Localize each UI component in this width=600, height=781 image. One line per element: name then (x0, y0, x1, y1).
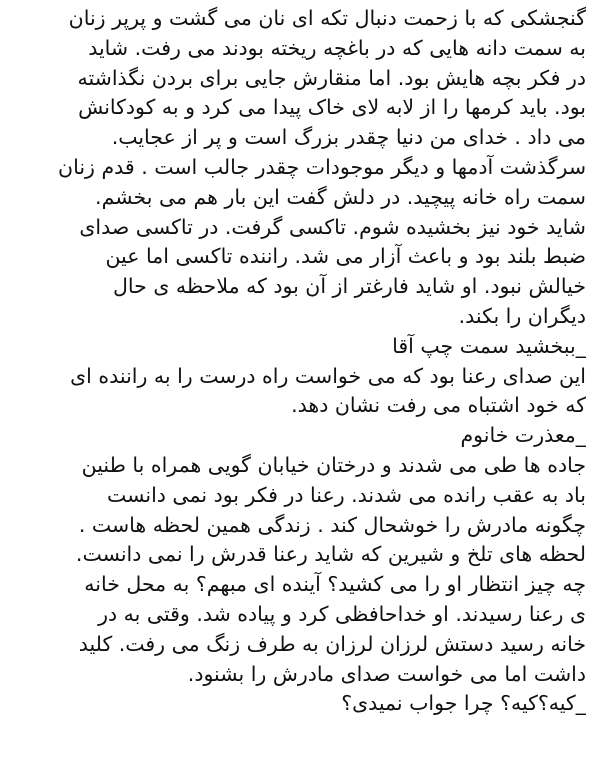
story-line-20: چه چیز انتظار او را می کشید؟ آینده ای مبهم؟ به محل خانه (84, 572, 586, 597)
story-line-21: ی رعنا رسیدند. او خداحافظی کرد و پیاده شد. وقتی به در (98, 601, 586, 626)
story-line-9: ضبط بلند بود و باعث آزار می شد. راننده تاکسی اما عین (105, 244, 586, 269)
story-line-6: سرگذشت آدمها و دیگر موجودات چقدر جالب است . قدم زنان (58, 154, 586, 179)
story-line-14: که خود اشتباه می رفت نشان دهد. (291, 393, 586, 418)
story-line-23: داشت اما می خواست صدای مادرش را بشنود. (187, 661, 586, 686)
story-line-11: دیگران را بکند. (458, 303, 586, 328)
story-line-19: لحظه های تلخ و شیرین که شاید رعنا قدرش را نمی دانست. (75, 542, 586, 567)
story-line-2: به سمت دانه هایی که در باغچه ریخته بودند می رفت. شاید (88, 35, 586, 60)
dialogue-line-3: _کیه؟کیه؟ چرا جواب نمیدی؟ (341, 691, 586, 716)
story-line-3: در فکر بچه هایش بود. اما منقارش جایی برای بردن نگذاشته (77, 65, 586, 90)
story-line-16: جاده ها طی می شدند و درختان خیابان گویی همراه با طنین (81, 452, 586, 477)
story-line-4: بود. باید کرمها را از لابه لای خاک پیدا می کرد و به کودکانش (78, 95, 586, 120)
story-line-5: می داد . خدای من دنیا چقدر بزرگ است و پر از عجایب. (111, 125, 586, 150)
story-line-1: گنجشکی که با زحمت دنبال تکه ای نان می گشت و پرپر زنان (68, 6, 586, 30)
dialogue-line-2: _معذرت خانوم (460, 423, 586, 448)
story-line-18: چگونه مادرش را خوشحال کند . زندگی همین لحظه هاست . (78, 512, 586, 537)
story-line-8: شاید خود نیز بخشیده شوم. تاکسی گرفت. در تاکسی صدای (79, 214, 586, 239)
story-line-13: این صدای رعنا بود که می خواست راه درست را به راننده ای (70, 363, 586, 388)
story-line-17: باد به عقب رانده می شدند. رعنا در فکر بود نمی دانست (106, 482, 586, 507)
story-line-22: خانه رسید دستش لرزان لرزان به طرف زنگ می رفت. کلید (78, 631, 586, 656)
story-line-10: خیالش نبود. او شاید فارغتر از آن بود که ملاحظه ی حال (112, 274, 586, 299)
dialogue-line-1: _ببخشید سمت چپ آقا (392, 333, 586, 358)
story-line-7: سمت راه خانه پیچید. در دلش گفت این بار هم می بخشم. (95, 184, 586, 209)
